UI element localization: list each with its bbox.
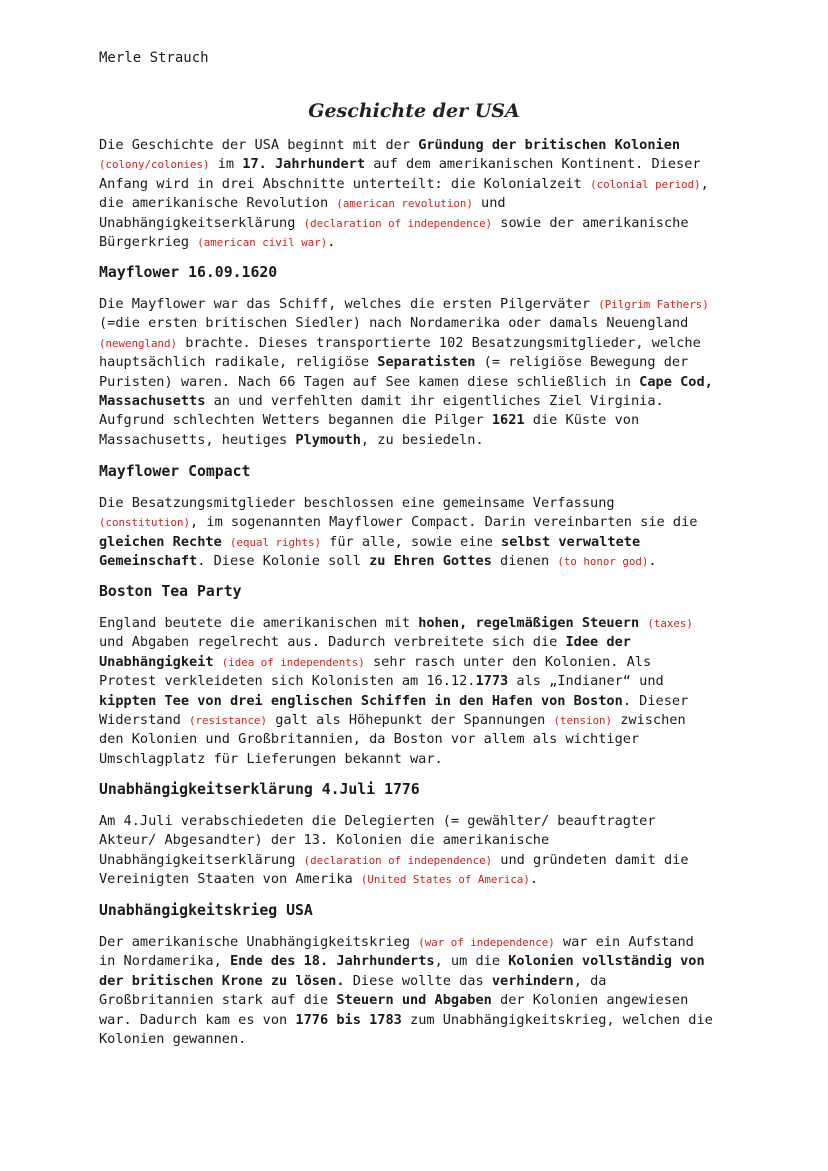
text-run: galt als Höhepunkt der Spannungen <box>267 711 554 728</box>
text-run: dienen <box>491 553 558 570</box>
text-run: . Diese Kolonie soll <box>197 553 370 570</box>
text-run <box>222 534 230 550</box>
text-line <box>99 952 759 971</box>
bold-text: 1621 <box>491 412 525 429</box>
text-line <box>99 730 759 749</box>
text-line <box>99 812 759 831</box>
bold-text: Separatisten <box>377 354 476 371</box>
text-line <box>99 175 759 194</box>
text-run: als „Indianer“ und <box>508 673 664 690</box>
text-run: Der amerikanische Unabhängigkeitskrieg <box>99 934 419 950</box>
text-run: und Abgaben regelrecht aus. Dadurch verbreitete sich die <box>99 634 566 651</box>
text-run: Umschlagplatz für Lieferungen bekannt war. <box>99 750 443 767</box>
paragraph-declaration <box>99 812 759 890</box>
text-line <box>99 233 759 252</box>
text-run: Puristen) waren. Nach 66 Tagen auf See kamen diese schließlich in <box>99 373 640 390</box>
text-run: die Küste von <box>524 412 640 429</box>
translation-note: (tension) <box>553 713 613 727</box>
bold-text: hohen, regelmäßigen Steuern <box>418 615 640 631</box>
text-line <box>99 552 759 571</box>
text-line <box>99 672 759 691</box>
text-run: sehr rasch unter den Kolonien. Als <box>364 653 652 670</box>
text-line <box>99 533 759 552</box>
translation-note: (constitution) <box>99 516 191 530</box>
text-line <box>99 194 759 213</box>
text-line <box>99 494 759 513</box>
text-run: , da <box>573 972 607 989</box>
paragraph-war-of-independence <box>99 933 759 1049</box>
bold-text: Idee der <box>565 634 631 651</box>
text-line <box>99 692 759 711</box>
heading-mayflower: Mayflower 16.09.1620 <box>99 264 278 281</box>
text-run: Großbritannien stark auf die <box>99 992 337 1009</box>
bold-text: gleichen Rechte <box>99 533 222 550</box>
bold-text: kippten Tee von drei englischen Schiffen in den Hafen von Boston <box>99 692 623 709</box>
text-run: , um die <box>434 953 509 970</box>
bold-text: Gemeinschaft <box>99 553 198 570</box>
text-line <box>99 633 759 652</box>
text-run: war ein Aufstand <box>554 934 694 950</box>
text-run: im <box>209 156 243 173</box>
text-line <box>99 411 759 430</box>
paragraph-boston-tea-party <box>99 614 759 769</box>
text-run: Massachusetts, heutiges <box>99 431 296 448</box>
text-line <box>99 1030 759 1049</box>
text-line <box>99 314 759 333</box>
text-line <box>99 831 759 850</box>
bold-text: Ende des 18. Jahrhunderts <box>229 953 435 970</box>
text-line <box>99 870 759 889</box>
text-line <box>99 136 759 155</box>
bold-text: Massachusetts <box>99 392 206 409</box>
text-line <box>99 431 759 450</box>
text-run: und gründeten damit die <box>492 851 689 868</box>
text-run: , zu besiedeln. <box>360 431 484 448</box>
text-line <box>99 851 759 870</box>
text-run: . <box>327 233 336 250</box>
text-line <box>99 614 759 633</box>
text-run: für alle, sowie eine <box>320 533 502 550</box>
translation-note: (to honor god) <box>557 555 649 569</box>
translation-note: (american civil war) <box>197 235 328 249</box>
translation-note: (war of independence) <box>418 936 555 949</box>
text-line <box>99 972 759 991</box>
text-run: England beutete die amerikanischen mit <box>99 615 419 631</box>
text-run: Widerstand <box>99 711 190 728</box>
text-run: Akteur/ Abgesandter) der 13. Kolonien die amerikanische <box>99 832 550 849</box>
bold-text: Steuern und Abgaben <box>336 992 492 1009</box>
heading-declaration: Unabhängigkeitserklärung 4.Juli 1776 <box>99 781 420 798</box>
text-run: Anfang wird in drei Abschnitte unterteilt: die Kolonialzeit <box>99 175 591 192</box>
text-line <box>99 991 759 1010</box>
text-run: Aufgrund schlechten Wetters begannen die Pilger <box>99 412 492 429</box>
bold-text: Cape Cod, <box>639 373 713 390</box>
paragraph-mayflower-compact <box>99 494 759 572</box>
translation-note: (Pilgrim Fathers) <box>598 298 709 311</box>
text-run: auf dem amerikanischen Kontinent. Dieser <box>365 156 701 173</box>
bold-text: 1776 bis 1783 <box>295 1011 402 1028</box>
text-run: Bürgerkrieg <box>99 233 198 250</box>
text-run: Diese wollte das <box>344 972 492 989</box>
heading-mayflower-compact: Mayflower Compact <box>99 463 251 480</box>
text-run: war. Dadurch kam es von <box>99 1011 296 1028</box>
text-run: Unabhängigkeitserklärung <box>99 214 304 231</box>
paragraph-mayflower <box>99 295 759 450</box>
text-run: den Kolonien und Großbritannien, da Boston vor allem als wichtiger <box>99 731 640 748</box>
text-run <box>214 654 222 670</box>
text-line <box>99 214 759 233</box>
text-run: die amerikanische Revolution <box>99 195 337 212</box>
translation-note: (colony/colonies) <box>99 158 210 172</box>
text-line <box>99 513 759 532</box>
text-line <box>99 750 759 769</box>
translation-note: (american revolution) <box>336 197 473 211</box>
translation-note: (idea of independents) <box>221 655 365 669</box>
text-line <box>99 373 759 392</box>
bold-text: verhindern <box>491 972 574 989</box>
text-run: Die Geschichte der USA beginnt mit der <box>99 137 419 153</box>
text-run: , <box>700 175 709 192</box>
translation-note: (taxes) <box>647 617 693 630</box>
translation-note: (colonial period) <box>590 177 701 191</box>
text-run: an und verfehlten damit ihr eigentliches Ziel Virginia. <box>205 392 664 409</box>
intro-paragraph <box>99 136 759 252</box>
translation-note: (United States of America) <box>360 873 530 887</box>
bold-text: Gründung der britischen Kolonien <box>418 137 681 153</box>
text-run: brachte. Dieses transportierte 102 Besatzungsmitglieder, welche <box>177 334 701 351</box>
bold-text: zu Ehren Gottes <box>369 553 492 570</box>
text-run: Protest verkleideten sich Kolonisten am 16.12. <box>99 673 476 690</box>
text-run: (=die ersten britischen Siedler) nach Nordamerika oder damals Neuengland <box>99 315 689 332</box>
text-line <box>99 1011 759 1030</box>
text-run: der Kolonien angewiesen <box>491 992 689 1009</box>
text-run: , im sogenannten Mayflower Compact. Darin vereinbarten sie die <box>190 514 698 531</box>
text-line <box>99 392 759 411</box>
text-run: Unabhängigkeitserklärung <box>99 851 304 868</box>
text-run: zwischen <box>612 711 686 728</box>
translation-note: (newengland) <box>99 336 178 350</box>
translation-note: (declaration of independence) <box>303 216 493 230</box>
text-run: Vereinigten Staaten von Amerika <box>99 871 361 888</box>
text-run: zum Unabhängigkeitskrieg, welchen die <box>401 1011 713 1028</box>
bold-text: Plymouth <box>295 431 361 448</box>
bold-text: 17. Jahrhundert <box>242 156 366 173</box>
text-run: hauptsächlich radikale, religiöse <box>99 354 378 371</box>
text-run: in Nordamerika, <box>99 953 230 970</box>
text-run: (= religiöse Bewegung der <box>475 354 689 371</box>
text-line <box>99 353 759 372</box>
text-line <box>99 155 759 174</box>
text-run: Am 4.Juli verabschiedeten die Delegierten (= gewählter/ beauftragter <box>99 813 656 829</box>
bold-text: der britischen Krone zu lösen. <box>99 972 345 989</box>
text-line <box>99 334 759 353</box>
text-line <box>99 295 759 314</box>
text-run: . <box>529 871 539 888</box>
page-title: Geschichte der USA <box>308 100 520 122</box>
heading-boston-tea-party: Boston Tea Party <box>99 583 242 600</box>
bold-text: Kolonien vollständig von <box>508 953 705 970</box>
text-run: . <box>648 553 657 570</box>
author-name: Merle Strauch <box>99 50 209 66</box>
heading-war-of-independence: Unabhängigkeitskrieg USA <box>99 902 313 919</box>
text-run: und <box>472 195 506 212</box>
text-line <box>99 933 759 952</box>
text-run: . Dieser <box>622 692 689 709</box>
text-line <box>99 653 759 672</box>
text-run: Die Besatzungsmitglieder beschlossen eine gemeinsame Verfassung <box>99 495 615 511</box>
text-run: sowie der amerikanische <box>492 214 689 231</box>
text-run: Die Mayflower war das Schiff, welches die ersten Pilgerväter <box>99 296 599 312</box>
bold-text: 1773 <box>475 673 509 690</box>
bold-text: selbst verwaltete <box>501 533 641 550</box>
translation-note: (resistance) <box>189 713 268 727</box>
translation-note: (equal rights) <box>229 535 321 549</box>
text-run: Kolonien gewannen. <box>99 1030 247 1047</box>
text-line <box>99 711 759 730</box>
translation-note: (declaration of independence) <box>303 853 493 867</box>
bold-text: Unabhängigkeit <box>99 653 214 670</box>
